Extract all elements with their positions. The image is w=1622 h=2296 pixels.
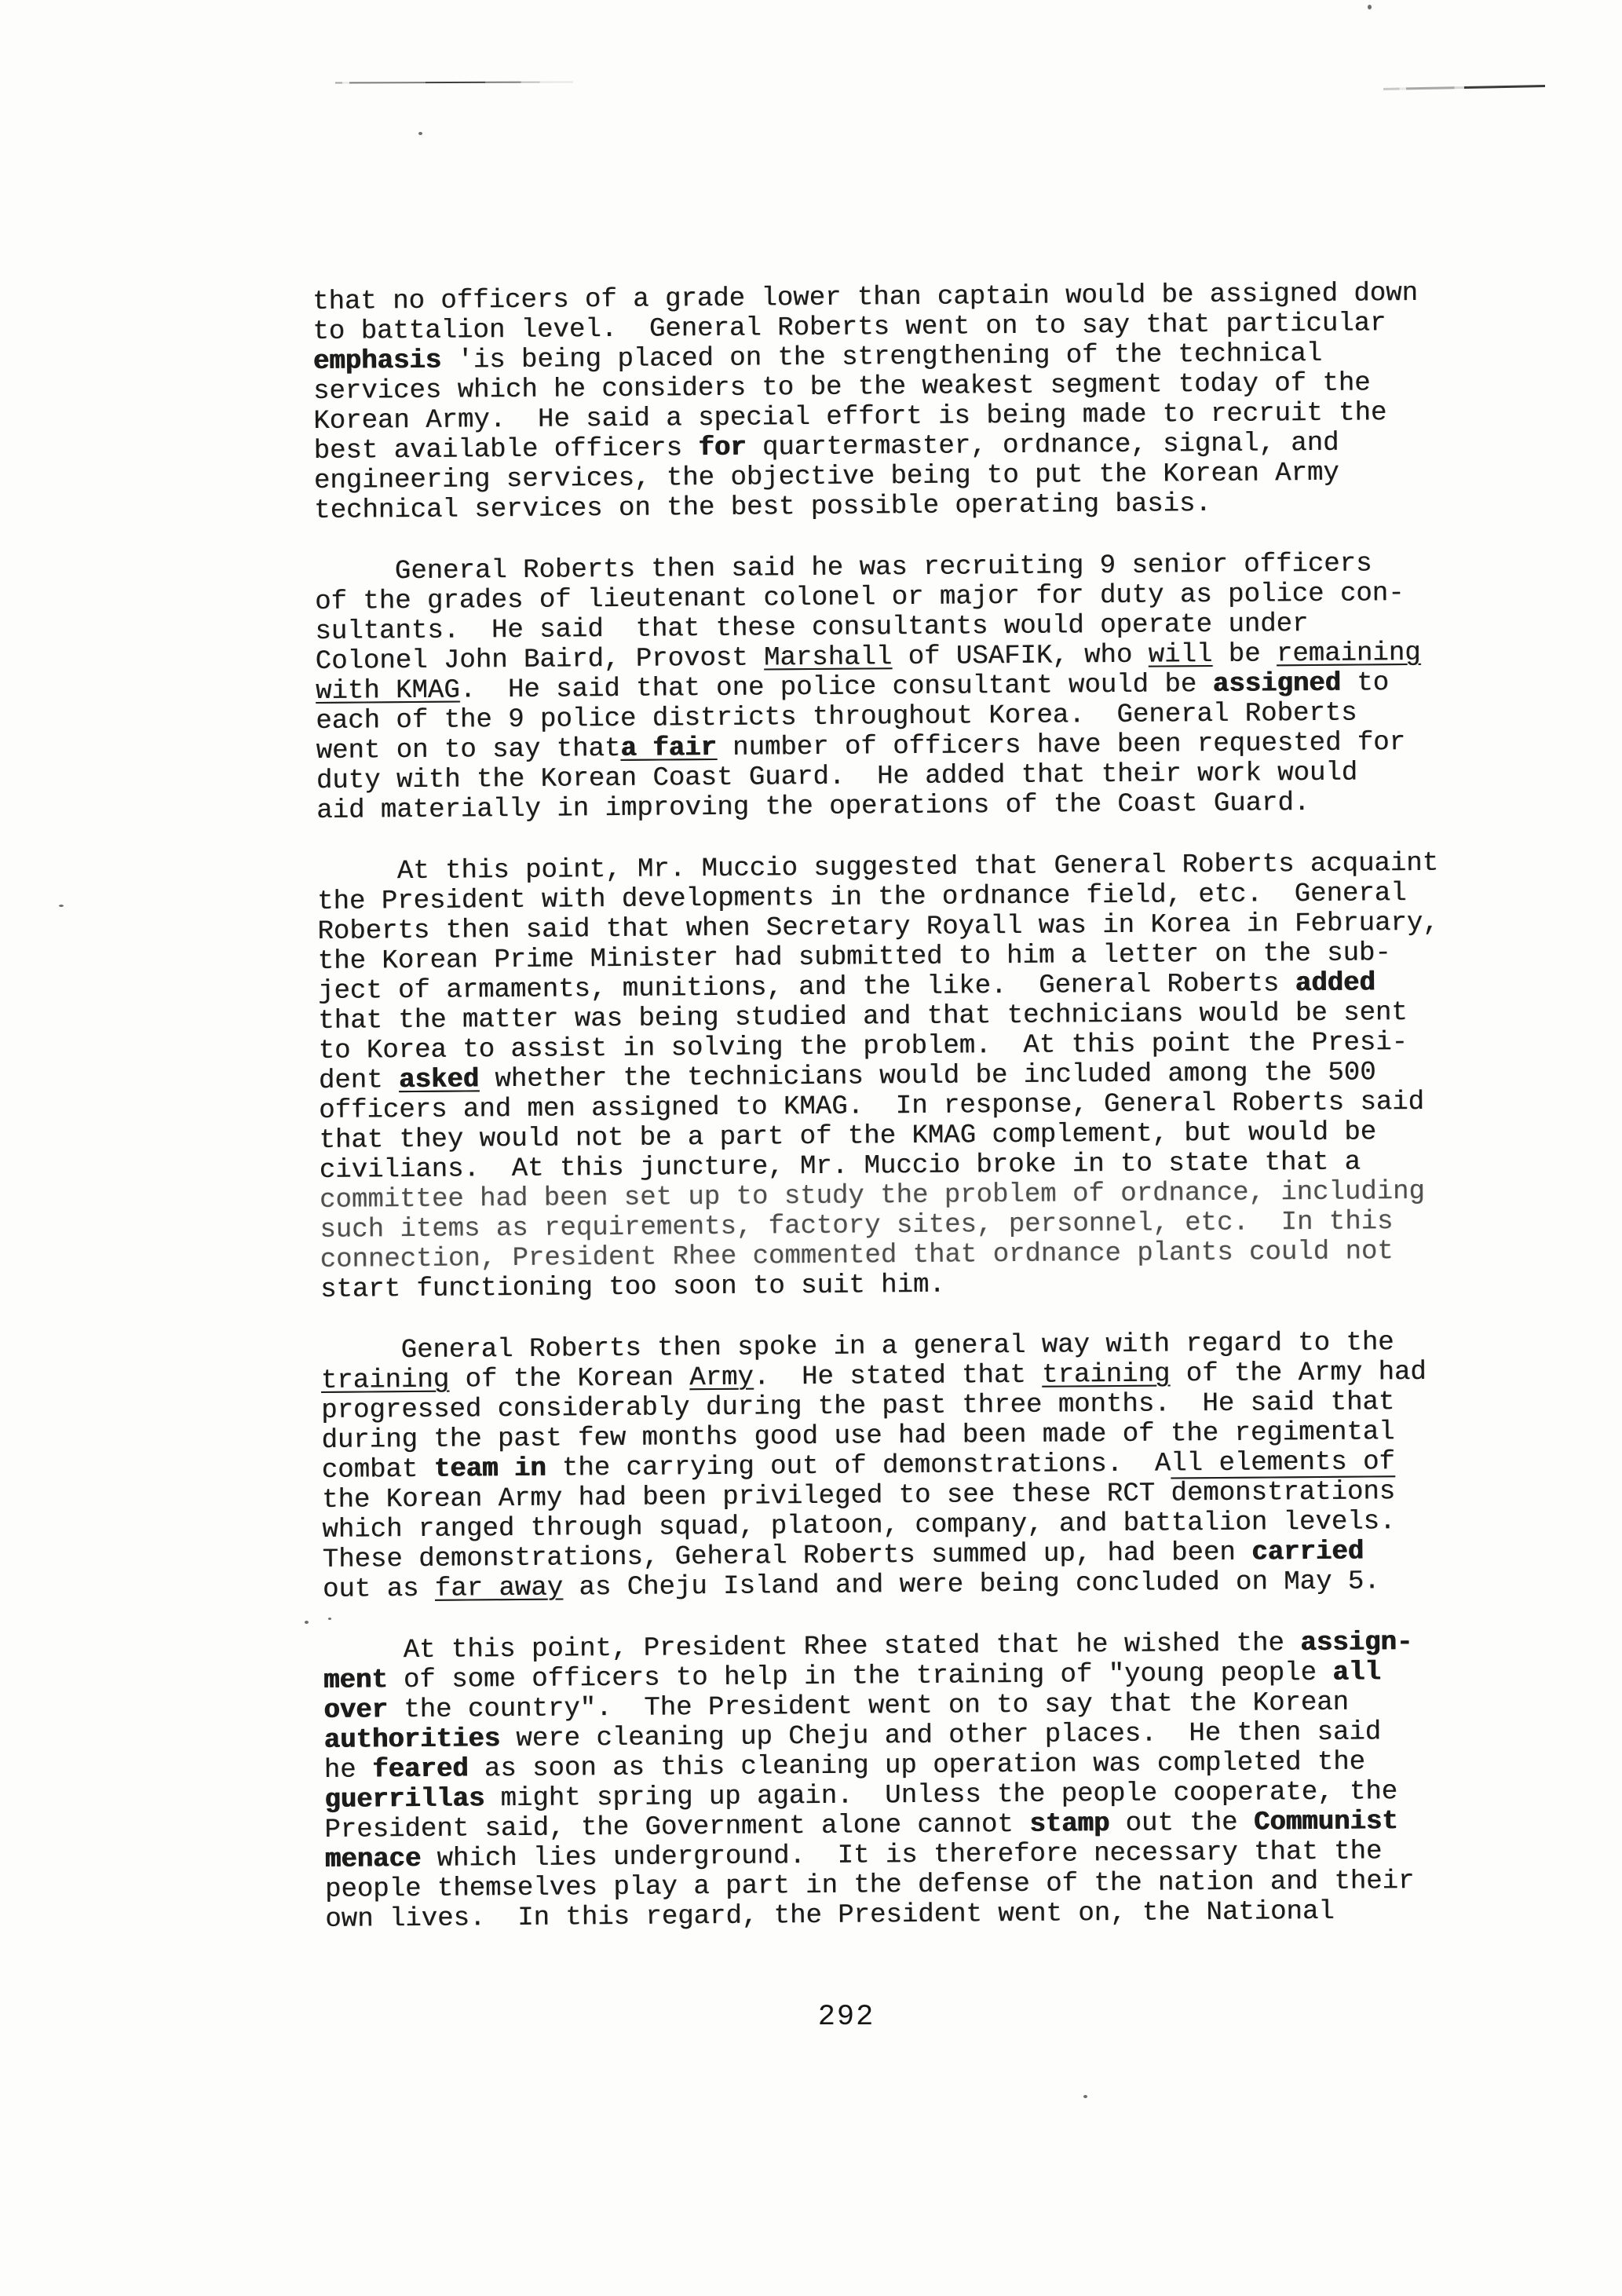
- paragraph: [312, 279, 1460, 526]
- text-line: progressed considerably during the past three months. He said that: [321, 1387, 1395, 1426]
- text-line: training of the Korean Army. He stated that training of the Army had: [320, 1357, 1427, 1396]
- text-line: engineering services, the objective being to put the Korean Army: [313, 458, 1339, 496]
- text-line: sultants. He said that these consultants would operate under: [315, 609, 1309, 647]
- text-line: dent asked whether the technicians would be included among the 500: [318, 1058, 1376, 1096]
- text-line: people themselves play a part in the defense of the nation and their: [324, 1866, 1415, 1905]
- text-line: the Korean Army had been privileged to see these RCT demonstrations: [321, 1477, 1396, 1515]
- scan-speck: [1368, 5, 1372, 9]
- paragraph: [320, 1327, 1469, 1604]
- text-line: committee had been set up to study the problem of ordnance, including: [319, 1176, 1426, 1216]
- text-line: such items as requirements, factory sites, personnel, etc. In this: [320, 1207, 1394, 1245]
- scan-artifact-line-left: [335, 81, 573, 83]
- text-line: President said, the Government alone cannot stamp out the Communist: [324, 1807, 1398, 1845]
- text-line: out as far away as Cheju Island and were being concluded on May 5.: [322, 1567, 1380, 1605]
- text-line: combat team in the carrying out of demonstrations. All elements of: [321, 1447, 1395, 1486]
- text-line: over the country". The President went on to say that the Korean: [323, 1687, 1350, 1726]
- text-line: officers and men assigned to KMAG. In response, General Roberts said: [319, 1087, 1425, 1126]
- paragraph: [317, 849, 1467, 1305]
- text-line: guerrillas might spring up again. Unless the people cooperate, the: [323, 1777, 1398, 1815]
- scan-speck: [418, 132, 422, 135]
- text-line: connection, President Rhee commented that ordnance plants could not: [320, 1237, 1394, 1275]
- text-line: which ranged through squad, platoon, company, and battalion levels.: [322, 1507, 1396, 1545]
- text-line: that no officers of a grade lower than captain would be assigned down: [312, 278, 1419, 317]
- text-line: with KMAG. He said that one police consultant would be assigned to: [315, 668, 1390, 707]
- page-number: 292: [817, 2001, 875, 2034]
- text-line: that they would not be a part of the KMAG complement, but would be: [319, 1117, 1377, 1156]
- text-line: civilians. At this juncture, Mr. Muccio broke in to state that a: [319, 1147, 1361, 1186]
- text-line: authorities were cleaning up Cheju and other places. He then said: [323, 1717, 1382, 1756]
- text-line: Korean Army. He said a special effort is being made to recruit the: [313, 398, 1387, 437]
- text-line: Colonel John Baird, Provost Marshall of USAFIK, who will be remaining: [315, 638, 1421, 677]
- text-line: that the matter was being studied and that technicians would be sent: [318, 998, 1408, 1036]
- document-body: [312, 279, 1471, 1935]
- text-line: ment of some officers to help in the training of "young people all: [323, 1658, 1381, 1696]
- text-line: Roberts then said that when Secretary Royall was in Korea in February,: [317, 908, 1439, 947]
- text-line: services which he considers to be the weakest segment today of the: [312, 368, 1371, 407]
- text-line: went on to say thata fair number of officers have been requested for: [316, 728, 1406, 766]
- scan-artifact-line-right: [1383, 85, 1545, 90]
- text-line: to battalion level. General Roberts went on to say that particular: [312, 309, 1386, 347]
- text-line: duty with the Korean Coast Guard. He added that their work would: [316, 758, 1358, 796]
- text-line: start functioning too soon to suit him.: [320, 1270, 945, 1305]
- scan-speck: [305, 1621, 309, 1624]
- scan-speck: [1083, 2095, 1087, 2098]
- text-line: menace which lies underground. It is therefore necessary that the: [324, 1837, 1383, 1875]
- text-line: he feared as soon as this cleaning up operation was completed the: [323, 1747, 1366, 1786]
- text-line: the Korean Prime Minister had submitted to him a letter on the sub-: [317, 938, 1391, 977]
- text-line: own lives. In this regard, the President went on, the National: [325, 1896, 1335, 1935]
- text-line: At this point, President Rhee stated that he wished the assign-: [323, 1628, 1413, 1666]
- text-line: technical services on the best possible operating basis.: [314, 489, 1211, 526]
- paragraph: [323, 1627, 1471, 1934]
- text-line: to Korea to assist in solving the problem. At this point the Presi-: [318, 1028, 1408, 1066]
- text-line: best available officers for quartermaster, ordnance, signal, and: [313, 428, 1339, 466]
- text-line: the President with developments in the ordnance field, etc. General: [317, 879, 1407, 917]
- paragraph: [315, 549, 1463, 826]
- text-line: of the grades of lieutenant colonel or major for duty as police con-: [315, 579, 1405, 617]
- text-line: during the past few months good use had been made of the regimental: [321, 1417, 1395, 1456]
- text-line: These demonstrations, Geheral Roberts summed up, had been carried: [322, 1537, 1364, 1575]
- text-line: At this point, Mr. Muccio suggested that General Roberts acquaint: [316, 848, 1439, 887]
- text-line: aid materially in improving the operations of the Coast Guard.: [316, 788, 1310, 826]
- text-line: General Roberts then said he was recruiting 9 senior officers: [314, 549, 1372, 587]
- text-line: emphasis 'is being placed on the strengthening of the technical: [312, 338, 1323, 377]
- text-line: ject of armaments, munitions, and the like. General Roberts added: [317, 968, 1375, 1007]
- scan-speck: [59, 905, 64, 907]
- text-line: each of the 9 police districts throughout Korea. General Roberts: [316, 698, 1357, 737]
- text-line: General Roberts then spoke in a general way with regard to the: [320, 1328, 1394, 1366]
